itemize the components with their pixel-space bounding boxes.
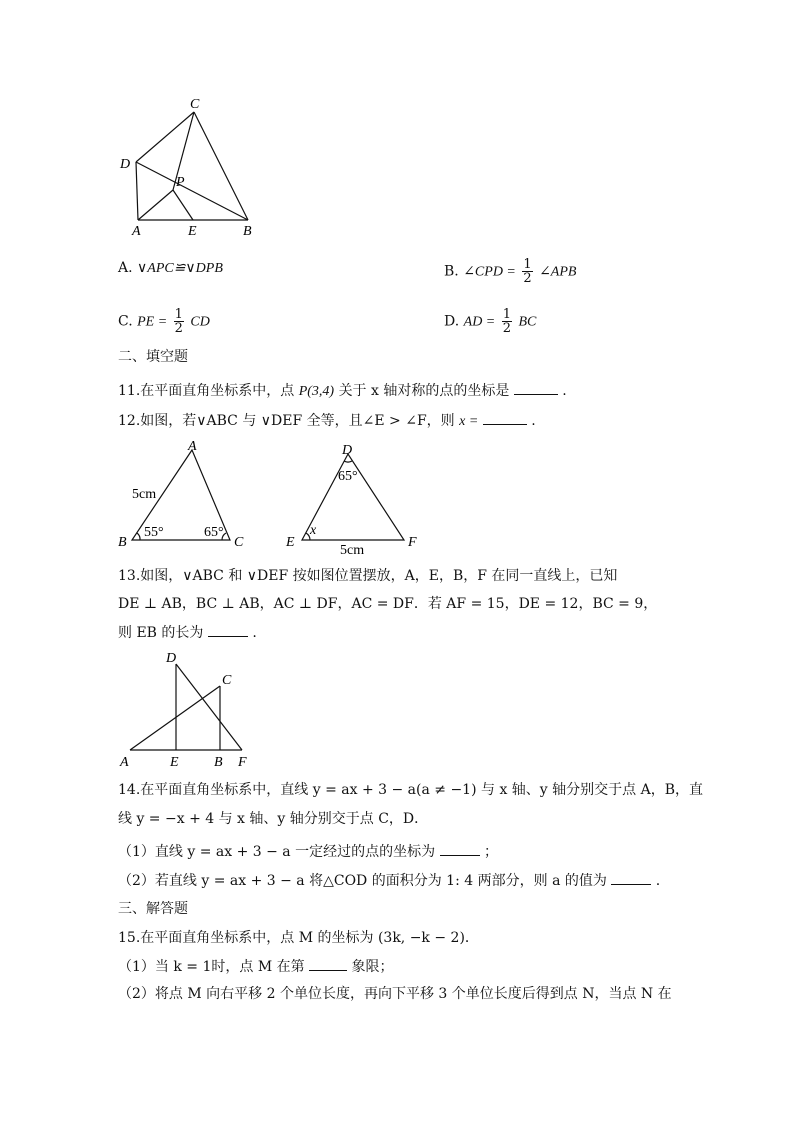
option-a-expr: ∨APC≌∨DPB bbox=[137, 261, 223, 276]
segment-ac bbox=[130, 686, 220, 750]
q15-sub-1-answer-blank[interactable] bbox=[309, 956, 347, 971]
question-14-sub-1 bbox=[118, 841, 498, 862]
option-c-den: 2 bbox=[174, 321, 183, 336]
q11-pre: 11.在平面直角坐标系中，点 bbox=[118, 383, 295, 399]
segment-ap bbox=[138, 190, 173, 220]
label-d: D bbox=[166, 651, 177, 666]
option-a-letter: A. bbox=[118, 260, 133, 276]
option-d bbox=[444, 308, 536, 335]
question-12 bbox=[118, 410, 536, 432]
q14-sub-1-text: （1）直线 y = ax + 3 − a 一定经过的点的坐标为 bbox=[118, 844, 436, 860]
label-f: F bbox=[408, 535, 417, 550]
label-e: E bbox=[286, 535, 295, 550]
label-d: D bbox=[120, 157, 131, 172]
label-a: A bbox=[132, 224, 141, 239]
label-f: F bbox=[238, 755, 247, 770]
label-c: C bbox=[190, 97, 200, 112]
figure-1-triangle bbox=[110, 90, 280, 240]
figure-3-triangles bbox=[116, 646, 266, 770]
option-b-letter: B. bbox=[444, 263, 459, 280]
option-b-num: 1 bbox=[523, 257, 532, 272]
label-b: B bbox=[118, 535, 127, 550]
segment-pe bbox=[173, 190, 193, 220]
angle-b-arc bbox=[137, 533, 140, 540]
q14-sub-2-end: . bbox=[655, 873, 661, 889]
q11-point: P(3,4) bbox=[298, 384, 335, 399]
option-c-lhs: PE = bbox=[137, 314, 168, 330]
side-ab-length: 5cm bbox=[132, 487, 157, 502]
option-d-letter: D. bbox=[444, 313, 460, 330]
q11-post: 关于 x 轴对称的点的坐标是 bbox=[338, 383, 510, 399]
segment-db bbox=[136, 162, 248, 220]
q12-answer-blank[interactable] bbox=[483, 410, 527, 425]
question-14-line-2: 线 y = −x + 4 与 x 轴、y 轴分别交于点 C，D． bbox=[118, 811, 429, 827]
angle-d-arc bbox=[344, 461, 352, 462]
option-d-fraction bbox=[502, 308, 512, 335]
figure-2-triangles bbox=[112, 436, 422, 556]
angle-c-value: 65° bbox=[204, 525, 224, 540]
question-15-sub-2: （2）将点 M 向右平移 2 个单位长度，再向下平移 3 个单位长度后得到点 N，当点 N 在 bbox=[118, 986, 672, 1002]
label-b: B bbox=[214, 755, 223, 770]
option-c-rhs: CD bbox=[190, 314, 210, 330]
label-a: A bbox=[120, 755, 129, 770]
angle-e-value: x bbox=[310, 523, 317, 538]
option-c-letter: C. bbox=[118, 313, 133, 330]
option-b-lhs: ∠CPD = bbox=[463, 264, 516, 280]
question-13-line-1: 13.如图，∨ABC 和 ∨DEF 按如图位置摆放，A，E，B，F 在同一直线上，已知 bbox=[118, 568, 618, 584]
option-d-den: 2 bbox=[502, 321, 511, 336]
question-11 bbox=[118, 380, 567, 402]
option-a bbox=[118, 258, 223, 279]
question-15-sub-1 bbox=[118, 956, 394, 977]
triangle-def bbox=[302, 454, 404, 540]
q12-end: . bbox=[531, 413, 536, 429]
option-c-num: 1 bbox=[174, 307, 183, 322]
question-14-line-1: 14.在平面直角坐标系中，直线 y = ax + 3 − a(a ≠ −1) 与 x 轴、y 轴分别交于点 A，B，直 bbox=[118, 782, 704, 798]
segment-cb bbox=[194, 112, 248, 220]
q15-sub-1-post: 象限； bbox=[351, 959, 394, 975]
label-c: C bbox=[222, 673, 232, 688]
segment-df bbox=[176, 664, 242, 750]
q11-end: . bbox=[562, 383, 567, 399]
q14-sub-1-answer-blank[interactable] bbox=[440, 841, 480, 856]
option-d-rhs: BC bbox=[518, 314, 537, 330]
q12-var: x = bbox=[459, 414, 479, 429]
option-b-rhs: ∠APB bbox=[539, 264, 577, 280]
label-e: E bbox=[170, 755, 179, 770]
q14-sub-2-text: （2）若直线 y = ax + 3 − a 将△COD 的面积分为 1: 4 两部分，则 a 的值为 bbox=[118, 873, 607, 889]
option-d-lhs: AD = bbox=[463, 314, 496, 330]
q13-line-3-text: 则 EB 的长为 bbox=[118, 625, 204, 641]
label-b: B bbox=[243, 224, 252, 239]
option-c bbox=[118, 308, 210, 335]
q14-sub-1-end: ； bbox=[484, 844, 499, 860]
angle-d-value: 65° bbox=[338, 469, 358, 484]
label-c: C bbox=[234, 535, 244, 550]
segment-dc bbox=[136, 112, 194, 162]
label-d: D bbox=[342, 443, 353, 458]
question-15-line-1: 15.在平面直角坐标系中，点 M 的坐标为 (3k, −k − 2)． bbox=[118, 930, 479, 946]
label-p: P bbox=[176, 175, 185, 190]
segment-da bbox=[136, 162, 138, 220]
option-d-num: 1 bbox=[502, 307, 511, 322]
section-heading-3: 三、解答题 bbox=[118, 901, 188, 917]
q13-answer-blank[interactable] bbox=[208, 622, 248, 637]
q14-sub-2-answer-blank[interactable] bbox=[611, 870, 651, 885]
side-ef-length: 5cm bbox=[340, 543, 365, 556]
option-b-den: 2 bbox=[523, 271, 532, 286]
q15-sub-1-text: （1）当 k = 1时，点 M 在第 bbox=[118, 959, 305, 975]
label-a: A bbox=[188, 439, 197, 454]
option-b-fraction bbox=[522, 258, 532, 285]
q11-answer-blank[interactable] bbox=[514, 380, 558, 395]
question-14-sub-2 bbox=[118, 870, 660, 891]
q12-pre: 12.如图，若∨ABC 与 ∨DEF 全等，且∠E > ∠F，则 bbox=[118, 413, 455, 429]
angle-b-value: 55° bbox=[144, 525, 164, 540]
question-13-line-2: DE ⊥ AB，BC ⊥ AB，AC ⊥ DF，AC = DF．若 AF = 15，DE = 12，BC = 9， bbox=[118, 596, 658, 612]
option-c-fraction bbox=[174, 308, 184, 335]
q13-end: . bbox=[252, 625, 257, 641]
option-b bbox=[444, 258, 576, 285]
question-13-line-3 bbox=[118, 622, 257, 643]
section-heading-2: 二、填空题 bbox=[118, 349, 188, 365]
label-e: E bbox=[188, 224, 197, 239]
